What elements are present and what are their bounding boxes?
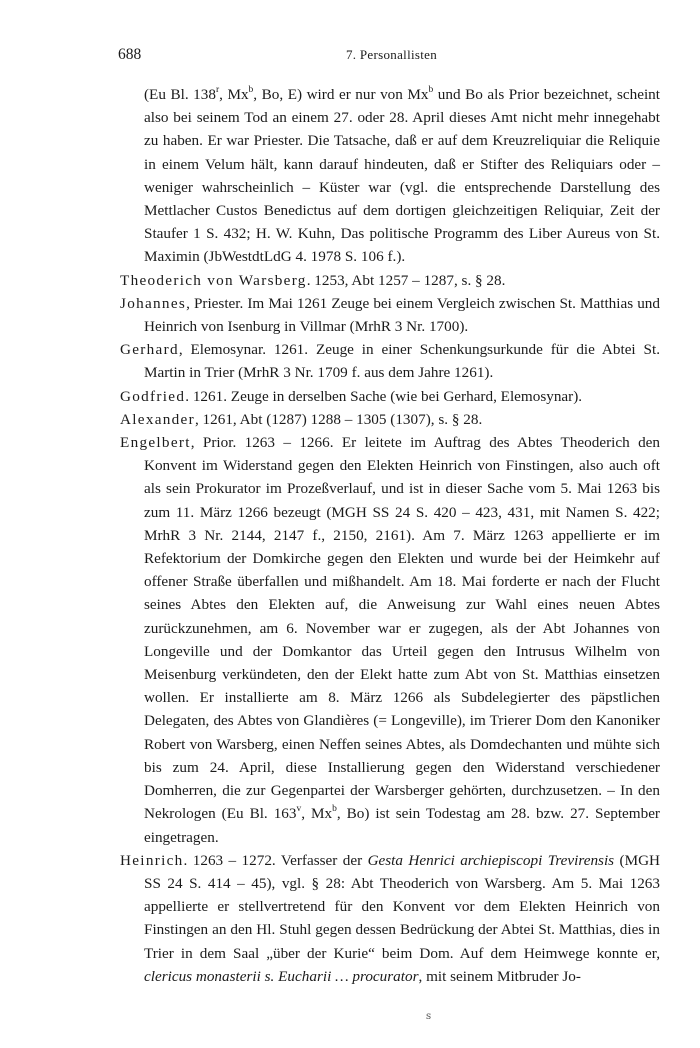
superscript: b <box>428 84 434 95</box>
entry-godfried <box>120 385 660 408</box>
entry-text: . 1253, Abt 1257 – 1287, s. § 28. <box>306 271 506 289</box>
entry-name: Gerhard <box>120 341 179 359</box>
entry-name: Godfried <box>120 387 186 405</box>
entry-text: , 1261, Abt (1287) 1288 – 1305 (1307), s. § 28. <box>194 410 483 428</box>
entry-heinrich <box>120 849 660 988</box>
entry-name: Engelbert <box>120 434 191 452</box>
entry-text: , Elemosynar. 1261. Zeuge in einer Schenkungsurkunde für die Abtei St. Martin in Trier (MrhR 3 Nr. 1709 f. aus dem Jahre 1261). <box>144 341 660 382</box>
page-body <box>120 83 660 988</box>
text-run: , Mx <box>301 805 333 823</box>
footer-mark: ꜱ <box>426 1011 432 1022</box>
text-run: , Bo, E) wird er nur von Mx <box>253 86 429 103</box>
text-run: , Mx <box>219 86 249 103</box>
superscript: v <box>296 804 302 815</box>
entry-text: . 1261. Zeuge in derselben Sache (wie bei Gerhard, Elemosynar). <box>185 387 583 405</box>
continuation-paragraph <box>144 83 660 269</box>
italic-title: Gesta Henrici archiepiscopi Trevirensis <box>367 851 615 869</box>
entry-engelbert <box>120 431 660 849</box>
entry-text: , Priester. Im Mai 1261 Zeuge bei einem Vergleich zwischen St. Matthias und Heinrich von Isenburg in Villmar (MrhR 3 Nr. 1700). <box>144 294 660 336</box>
superscript: b <box>332 804 337 815</box>
superscript: r <box>215 84 220 95</box>
entry-theoderich <box>120 269 660 292</box>
text-run: , mit seinem Mitbruder Jo- <box>418 967 581 985</box>
text-run: . 1263 – 1272. Verfasser der <box>183 851 368 869</box>
text-run: und Bo als Prior bezeichnet, scheint also bei seinem Tod an einem 27. oder 28. April dieses Amt nicht mehr innegehabt zu haben. Er war Priester. Die Tatsache, daß er auf dem Kreuzreliquiar die Reliquie in einem Velum hält, kann darauf hindeuten, daß er Stifter des Reliquiars oder – weniger wahrscheinlich – Küster war (vgl. die entsprechende Darstellung des Mettlacher Custos Benedictus auf dem dortigen gleichzeitigen Reliquiar, Zeit der Staufer 1 S. 432; H. W. Kuhn, Das politische Programm des Liber Aureus von St. Maximin (JbWestdtLdG 4. 1978 S. 106 f.). <box>144 86 660 266</box>
text-run: (Eu Bl. 138 <box>144 86 216 103</box>
italic-quote: clericus monasterii s. Eucharii … procurator <box>144 967 419 985</box>
text-run: , Prior. 1263 – 1266. Er leitete im Auftrag des Abtes Theoderich den Konvent im Widerstand gegen den Elekten Heinrich von Finstingen, also auch oft als sein Prokurator im Prozeßverlauf, und ist in dieser Sache vom 5. Mai 1263 bis zum 11. März 1266 bezeugt (MGH SS 24 S. 420 – 423, 431, mit Namen S. 422; MrhR 3 Nr. 2144, 2147 f., 2150, 2161). Am 7. März 1263 appellierte er im Refektorium der Domkirche gegen den Elekten und wurde bei der Heimkehr auf offener Straße überfallen und mißhandelt. Am 18. Mai forderte er nach der Flucht seines Abtes den Elekten auf, die Anweisung zur Wahl eines neuen Abtes zurückzunehmen, am 6. November war er zugegen, als der Abt Johannes von Longeville und der Domkantor das Urteil gegen den Intrusus Wilhelm von Meisenburg verkündeten, den der Elekt hatte zum Abt von St. Matthias einsetzen wollen. Er installierte am 8. März 1266 als Subdelegierter des päpstlichen Delegaten, des Abtes von Glandières (= Longeville), im Trierer Dom den Kanoniker Robert von Warsberg, einen Neffen seines Abtes, als Domdechanten und mühte sich bis zum 24. April, diese Installierung gegen den Widerstand verschiedener Domherren, die zur Gegenpartei der Warsberger gehörten, durchzusetzen. – In den Nekrologen (Eu Bl. 163 <box>144 434 660 823</box>
entry-name: Johannes <box>120 294 187 312</box>
text-run: , Bo) ist sein Todestag am 28. bzw. 27. September eingetragen. <box>144 805 660 846</box>
page-header <box>118 46 622 68</box>
superscript: b <box>248 84 254 95</box>
page-number: 688 <box>118 46 142 63</box>
entry-gerhard <box>120 338 660 384</box>
entry-alexander <box>120 408 660 431</box>
entry-name: Heinrich <box>120 851 184 869</box>
entry-johannes <box>120 292 660 338</box>
entry-name: Alexander <box>120 410 195 428</box>
text-run: (MGH SS 24 S. 414 – 45), vgl. § 28: Abt Theoderich von Warsberg. Am 5. Mai 1263 appellierte er stellvertretend für den Konvent vor dem Elekten Heinrich von Finstingen an den Hl. Stuhl gegen dessen Bedrückung der Abtei St. Matthias, dies in Trier in dem Saal „über der Kurie“ beim Dom. Auf dem Heimwege konnte er, <box>144 851 661 962</box>
entry-name: Theoderich von Warsberg <box>120 271 307 289</box>
running-head: 7. Personallisten <box>346 47 438 62</box>
